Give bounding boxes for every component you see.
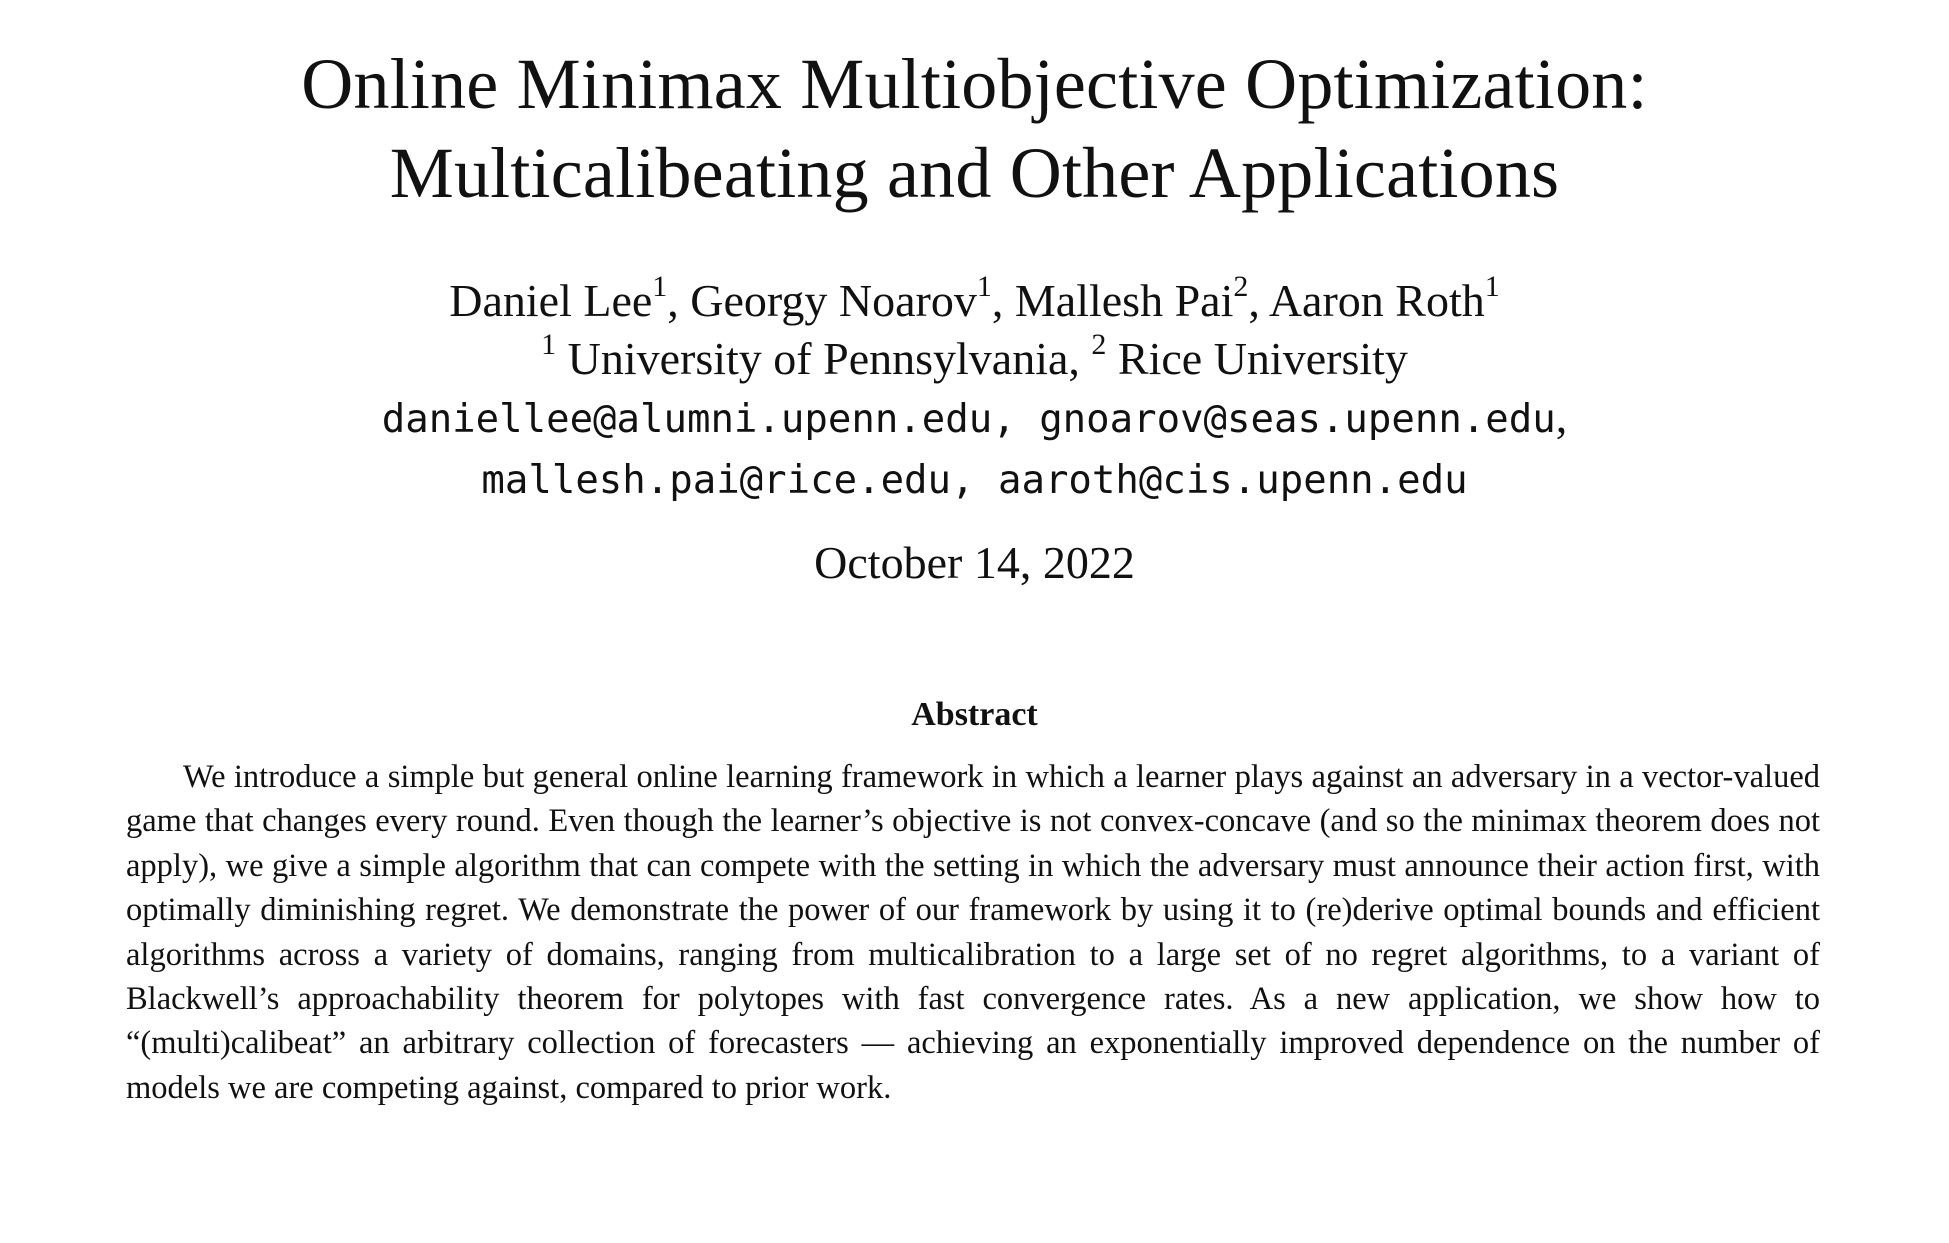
paper-title [0,40,1949,218]
author-name: Aaron Roth [1268,275,1485,326]
author-name: Daniel Lee [449,275,653,326]
author-list: Daniel Lee$^1$, Georgy Noarov$^1$, Mallesh Pai$^2$, Aaron Roth$^1$ [449,269,1500,326]
affiliation-name: University of Pennsylvania [567,333,1069,384]
author-email[interactable]: daniellee@alumni.upenn.edu [381,397,993,442]
email-row-1: daniellee@alumni.upenn.edu, gnoarov@seas.upenn.edu, [381,391,1568,442]
affiliation-marker: 1 [976,269,992,303]
affiliation-marker: 2 [1091,327,1107,361]
affiliation-list: $^1$ University of Pennsylvania, $^2$ Rice University [541,327,1408,384]
publication-date: October 14, 2022 [814,537,1135,588]
abstract-text: We introduce a simple but general online learning framework in which a learner plays against an adversary in a vector-valued game that changes every round. Even though the learner’s objective is not convex-concave (and so the minimax theorem does not apply), we give a simple algorithm that can compete with the setting in which the adversary must announce their action first, with optimally diminishing regret. We demonstrate the power of our framework by using it to (re)derive optimal bounds and efficient algorithms across a variety of domains, ranging from multicalibration to a large set of no regret algorithms, to a variant of Blackwell’s approachability theorem for polytopes with fast convergence rates. As a new application, we show how to “(multi)calibeat” an arbitrary collection of forecasters — achieving an exponentially improved dependence on the number of models we are competing against, compared to prior work. [126,759,1820,1106]
affiliation-marker: 2 [1233,269,1249,303]
author-name: Georgy Noarov [690,275,977,326]
affiliation-marker: 1 [652,269,668,303]
author-email[interactable]: mallesh.pai@rice.edu [481,458,952,503]
author-email[interactable]: gnoarov@seas.upenn.edu [1039,397,1556,442]
paper-title-line-1: Online Minimax Multiobjective Optimization: [301,44,1648,124]
author-block [0,269,1949,510]
author-name: Mallesh Pai [1014,275,1234,326]
affiliation-name: Rice University [1117,333,1408,384]
email-row-2: mallesh.pai@rice.edu, aaroth@cis.upenn.edu [481,458,1468,503]
abstract-heading: Abstract [911,696,1038,733]
author-email[interactable]: aaroth@cis.upenn.edu [997,458,1468,503]
paper-title-line-2: Multicalibeating and Other Applications [389,133,1560,213]
affiliation-marker: 1 [541,327,557,361]
affiliation-marker: 1 [1484,269,1500,303]
